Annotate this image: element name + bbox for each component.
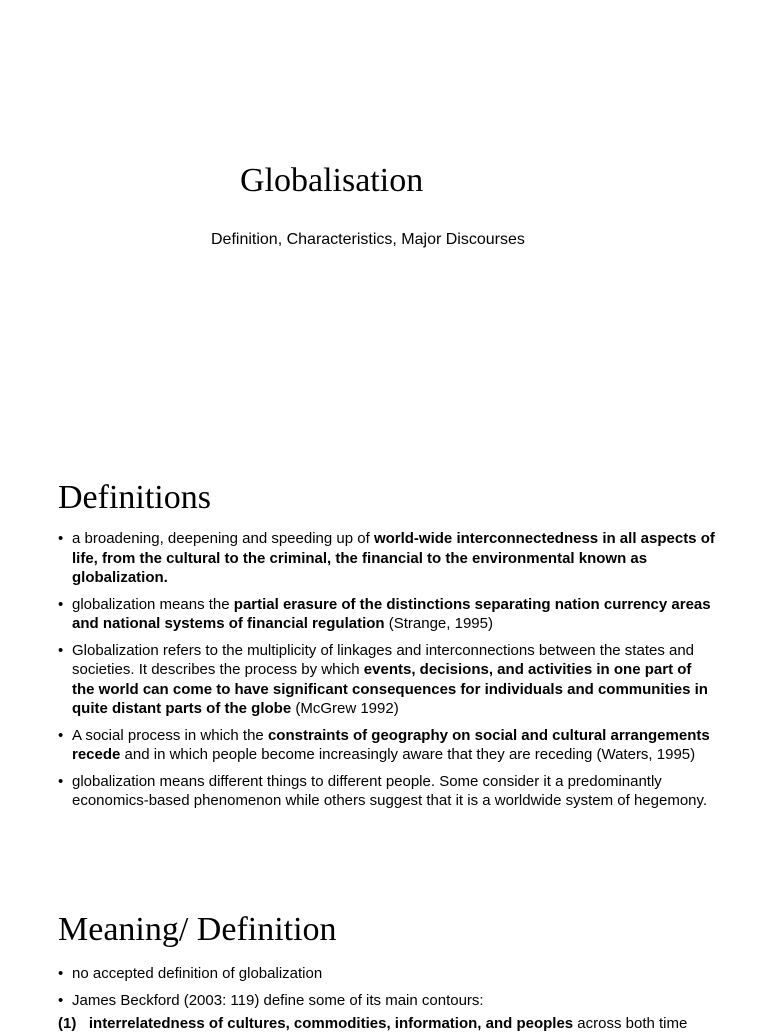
list-item: [58, 726, 718, 765]
item-bold-text: constraints of geography on social and cultural arrangements recede: [72, 726, 710, 763]
point-bold-text: interrelatedness of cultures, commodities, information, and peoples: [88, 1015, 574, 1032]
list-item: [58, 641, 718, 719]
item-bold-text: world-wide interconnectedness in all aspects of life, from the cultural to the criminal, the financial to the environmental known as globalization.: [72, 530, 715, 586]
item-text: a broadening, deepening and speeding up of: [72, 530, 374, 547]
bullet-icon: •: [58, 641, 64, 659]
definitions-list: [58, 529, 718, 818]
bullet-icon: •: [58, 991, 64, 1009]
point-number: (1): [58, 1015, 77, 1032]
meaning-slide: [0, 860, 768, 1032]
bullet-icon: •: [58, 965, 64, 982]
list-item: [58, 964, 718, 984]
item-text: globalization means the: [72, 595, 234, 613]
definitions-slide: [0, 440, 768, 860]
list-item: [58, 595, 718, 634]
list-item: [58, 772, 718, 811]
bullet-icon: •: [58, 726, 64, 744]
bullet-icon: •: [58, 595, 64, 613]
title-slide: [0, 0, 768, 440]
item-text: James Beckford (2003: 119) define some of its main contours:: [72, 991, 484, 1009]
item-text: A social process in which the: [72, 726, 268, 744]
item-text: no accepted definition of globalization: [72, 965, 323, 982]
meaning-heading: Meaning/ Definition: [58, 911, 337, 948]
item-citation: (Strange, 1995): [384, 615, 493, 632]
item-text: globalization means different things to different people. Some consider it a predominantly economics-based phenomenon while others suggest that it is a worldwide system of hegemony.: [72, 772, 708, 809]
meaning-list: [58, 964, 718, 1017]
list-item: [58, 529, 718, 588]
list-item: [58, 991, 718, 1011]
slide-title: Globalisation: [240, 162, 424, 199]
point-text: across both time: [573, 1015, 688, 1032]
slide-subtitle: Definition, Characteristics, Major Discourses: [211, 231, 525, 248]
item-text: and in which people become increasingly aware that they are receding (Waters, 1995): [120, 746, 696, 763]
item-text: Globalization refers to the multiplicity of linkages and interconnections between the states and societies. It describes the process by which: [72, 641, 695, 678]
bullet-icon: •: [58, 772, 64, 790]
item-citation: (McGrew 1992): [291, 700, 399, 717]
bullet-icon: •: [58, 530, 64, 547]
item-bold-text: events, decisions, and activities in one part of the world can come to have significant consequences for individuals and communities in quite distant parts of the globe: [72, 661, 708, 717]
definitions-heading: Definitions: [58, 479, 211, 516]
item-bold-text: partial erasure of the distinctions separating nation currency areas and national systems of financial regulation: [72, 595, 711, 632]
